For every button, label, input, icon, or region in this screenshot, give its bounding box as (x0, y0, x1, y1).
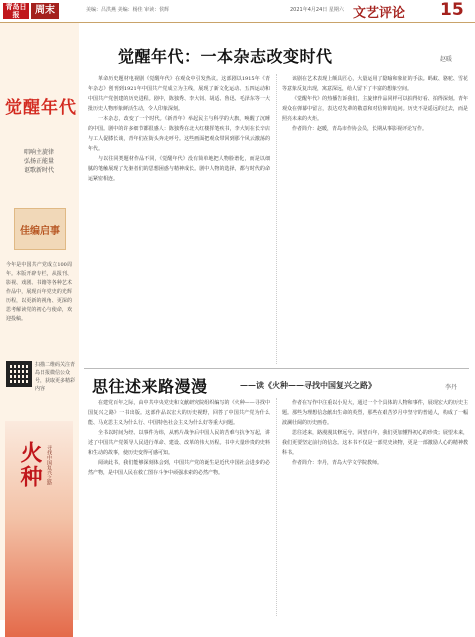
article-2-body-right (282, 398, 468, 616)
slogan-line: 讴歌新时代 (23, 167, 54, 174)
paragraph: 阅读此书，我们能够深刻体会到，中国共产党的诞生是近代中国社会进步的必然产物，是中国人民在救亡图存斗争中顽强求索的必然产物。 (88, 460, 270, 476)
book-cover-subtitle: 寻找中国复兴之路 (46, 445, 52, 485)
page-header (0, 0, 475, 23)
article-1-author: 赵暖 (440, 56, 453, 63)
issue-date: 2021年4月24日 星期六 (290, 7, 344, 13)
article-divider (84, 368, 469, 369)
editor-credits: 美编：吕洪燕 美编：杨佳 审读：侯辉 (86, 7, 170, 13)
qr-code-icon[interactable] (6, 361, 32, 387)
sidebar-title: 觉醒年代 (5, 98, 77, 118)
book-cover-title: 火种 (17, 441, 43, 489)
section-label: 周末 (31, 3, 59, 19)
paragraph: 该剧在艺术表现上颇具匠心，大量运用了隐喻和象征的手法。蚂蚁、骆驼、雪花等意象反复出现，寓意深远，给人留下了丰富的想象空间。 (282, 76, 468, 92)
article-1-title: 觉醒年代：一本杂志改变时代 (118, 47, 333, 66)
column-divider (276, 398, 277, 616)
sidebar-slogan (6, 148, 72, 175)
paragraph: 思往述来，路漫漫其修远兮。回望百年，我们更加懂得初心的珍贵；展望未来，我们更要坚定前行的信念。这本书不仅是一部党史读物，更是一部激励人心的精神教科书。 (282, 430, 468, 456)
column-name: 文艺评论 (353, 6, 406, 21)
book-cover-image (5, 421, 73, 637)
article-2-body-left (88, 398, 270, 616)
slogan-line: 弘扬正能量 (23, 158, 54, 165)
column-divider (276, 74, 277, 364)
sidebar-intro: 今年是中国共产党成立100周年。本版开辟专栏，从报刊、影视、戏剧、书籍等各种艺术作品中，展现百年党史的光辉历程，以更新的视角、更深的思考解读党的初心与使命，欢迎投稿。 (6, 262, 72, 322)
article-1-body-left (88, 74, 270, 364)
paragraph: 革命历史题材电视剧《觉醒年代》在观众中引发热议。这部剧以1915年《青年杂志》创刊到1921年中国共产党成立为主线，展现了新文化运动、五四运动和中国共产党创建的历史进程。剧中，陈独秀、李大钊、胡适、鲁迅、毛泽东等一大批历史人物形象鲜活生动，令人印象深刻。 (88, 76, 270, 112)
paragraph: 一本杂志，改变了一个时代。《新青年》举起民主与科学的大旗，唤醒了沉睡的中国。剧中的许多细节都很感人：陈独秀在北大红楼挥笔疾书，李大钊在长辛店与工人促膝长谈，青年们在街头奔走呼号。这些画面把观众带回到那个风云激荡的年代。 (88, 116, 270, 152)
paragraph: 《觉醒年代》的热播告诉我们，主旋律作品同样可以拍得好看、拍得深刻。青年观众在弹幕中留言，表达对先辈的敬意和对信仰的追问。历史不是遥远的过去，而是照亮未来的火炬。 (282, 96, 468, 122)
notice-stamp: 佳编启事 (14, 208, 66, 250)
newspaper-logo: 青岛日报 (3, 3, 29, 19)
article-2-author: 李丹 (445, 384, 458, 391)
left-sidebar (0, 23, 79, 620)
paragraph: 与以往同类题材作品不同，《觉醒年代》没有简单地把人物脸谱化，而是以细腻的笔触展现了先驱者们的思想困惑与精神成长。剧中人物的选择，都与时代的命运紧密相连。 (88, 156, 270, 182)
article-2-subtitle: ——读《火种——寻找中国复兴之路》 (240, 380, 376, 390)
paragraph: 在建党百年之际，由中共中央党史和文献研究院组织编写的《火种——寻找中国复兴之路》一书出版。这部作品以宏大的历史视野，回答了中国共产党为什么能、马克思主义为什么行、中国特色社会主义为什么好等重大问题。 (88, 400, 270, 426)
article-2-title: 思往述来路漫漫 (92, 377, 208, 396)
paragraph: 作者在写作中注重以小见大，通过一个个具体的人物和事件，展现宏大的历史主题。那些为理想信念献出生命的英烈，那些在艰苦岁月中坚守的普通人，构成了一幅波澜壮阔的历史画卷。 (282, 400, 468, 426)
paragraph: 全书以时间为经、以事件为纬，从鸦片战争后中国人民的苦难与抗争写起，讲述了中国共产党领导人民进行革命、建设、改革的伟大历程。书中大量珍贵的史料和生动的故事，使历史变得可感可知。 (88, 430, 270, 456)
paragraph: 作者简介：赵暖，青岛市作协会员，长期从事影视评论写作。 (292, 126, 428, 132)
page-number: 15 (440, 0, 464, 20)
paragraph: 作者简介：李丹，青岛大学文学院教师。 (292, 460, 383, 466)
qr-caption: 扫描二维码关注青岛日报微信公众号，获取更多精彩内容 (35, 362, 76, 392)
article-1-body-right (282, 74, 468, 364)
slogan-line: 唱响主旋律 (23, 149, 54, 156)
